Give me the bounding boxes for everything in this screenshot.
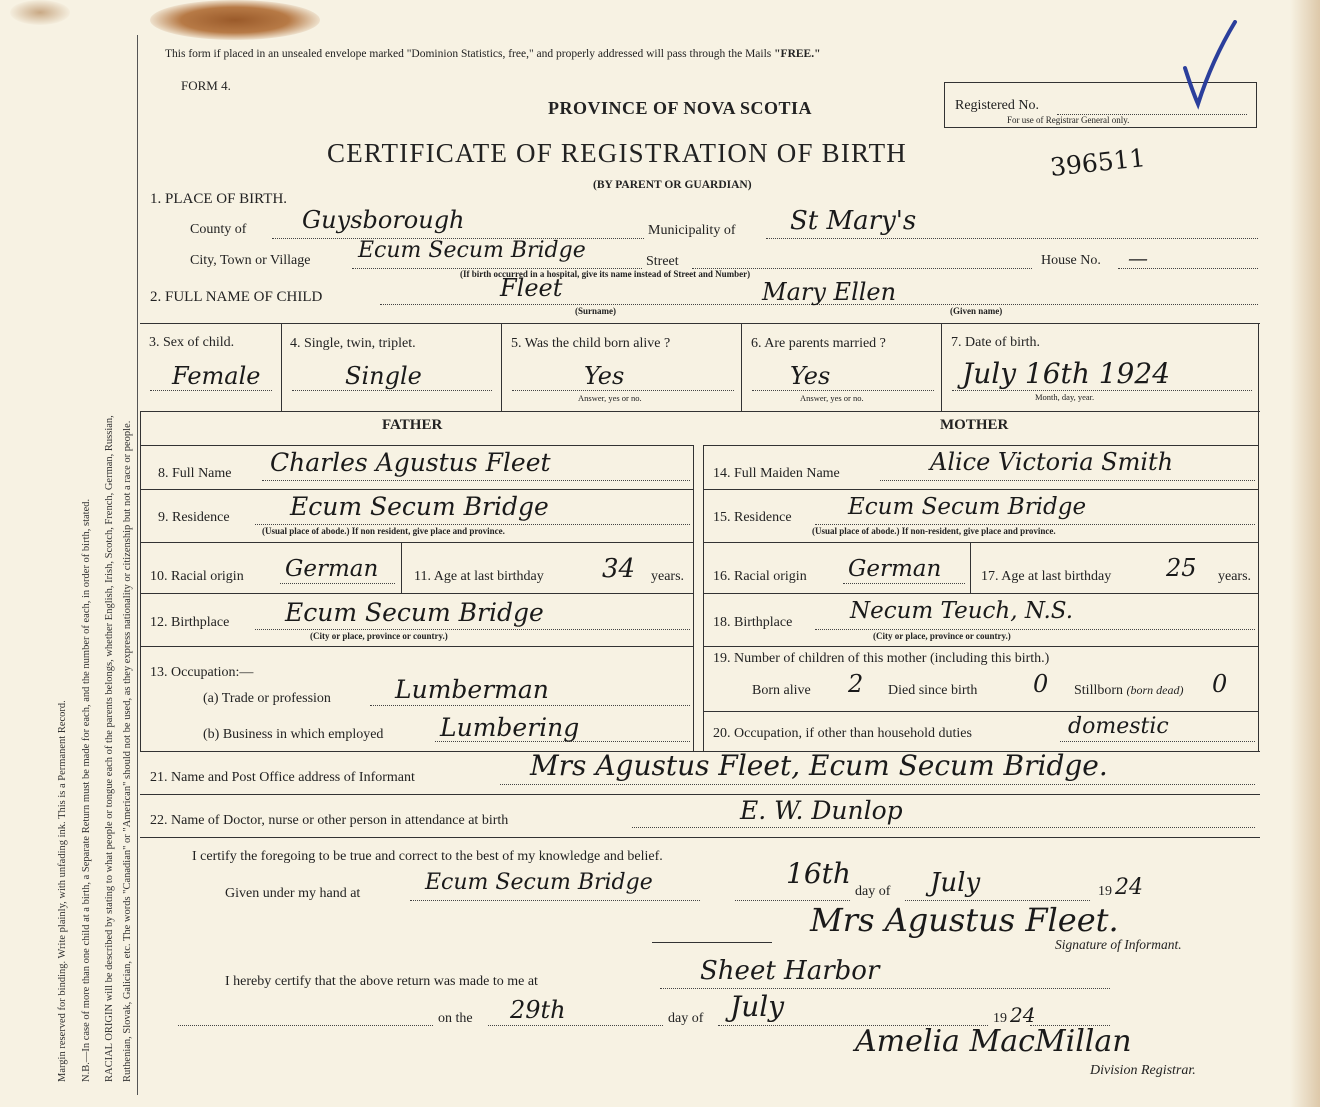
father-racial-line [280, 583, 395, 584]
born-alive-count: 2 [848, 670, 864, 698]
street-note: (If birth occurred in a hospital, give its name instead of Street and Number) [460, 269, 751, 279]
mother-heading: MOTHER [940, 417, 1009, 433]
father-birthplace-note: (City or place, province or country.) [310, 631, 448, 641]
given-place-value: Ecum Secum Bridge [425, 870, 653, 895]
mother-occupation-line [1060, 741, 1255, 742]
form-number: FORM 4. [181, 78, 231, 93]
informant-signature-label: Signature of Informant. [1055, 937, 1182, 952]
registrar-day-label: day of [668, 1011, 704, 1026]
municipality-label: Municipality of [648, 223, 736, 238]
rule [140, 646, 693, 647]
sex-line [150, 390, 272, 391]
rule [703, 711, 1258, 712]
registrar-place-value: Sheet Harbor [700, 956, 880, 986]
given-name-caption: (Given name) [950, 306, 1003, 316]
mother-birthplace-line [815, 629, 1255, 630]
registrar-day-value: 29th [510, 996, 566, 1024]
attendant-value: E. W. Dunlop [740, 796, 903, 825]
mother-racial-line [843, 583, 965, 584]
ink-stain [150, 0, 320, 40]
rule [703, 489, 1258, 490]
margin-note-racial-origin: RACIAL ORIGIN will be described by stating to what people or tongue each of the parents belongs, whether English, Irish, Scotch, French, German, Russian, [104, 415, 115, 1082]
city-value: Ecum Secum Bridge [358, 238, 586, 263]
rule [941, 323, 942, 411]
died-since-birth-count: 0 [1033, 670, 1049, 698]
multiple-birth-label: 4. Single, twin, triplet. [290, 336, 416, 351]
registrar-day-left-line [178, 1025, 433, 1026]
certificate-number: 396511 [1048, 143, 1147, 182]
sex-label: 3. Sex of child. [149, 335, 235, 350]
multiple-birth-value: Single [345, 362, 422, 390]
registrar-day-line [488, 1025, 663, 1026]
trade-line [370, 705, 690, 706]
rule [703, 646, 1258, 647]
mother-name-value: Alice Victoria Smith [930, 448, 1174, 476]
registered-label: Registered No. [955, 98, 1039, 113]
occupation-label: 13. Occupation:— [150, 665, 254, 680]
father-heading: FATHER [382, 417, 443, 433]
parents-married-question: 6. Are parents married ? [751, 336, 886, 351]
given-under-hand-label: Given under my hand at [225, 886, 361, 901]
father-racial-value: German [285, 556, 379, 582]
on-the-label: on the [438, 1011, 473, 1026]
house-label: House No. [1041, 253, 1101, 268]
given-day-value: 16th [786, 857, 851, 890]
born-alive-note: Answer, yes or no. [578, 393, 642, 403]
parents-married-answer: Yes [790, 362, 831, 390]
division-registrar-label: Division Registrar. [1090, 1063, 1196, 1078]
rule [401, 542, 402, 593]
sex-value: Female [172, 362, 261, 390]
registrar-signature: Amelia MacMillan [855, 1024, 1132, 1059]
given-place-line [410, 900, 700, 901]
rule [140, 411, 141, 751]
given-year-prefix: 19 [1098, 884, 1112, 899]
rule [501, 323, 502, 411]
mother-occupation-label: 20. Occupation, if other than household duties [713, 726, 972, 741]
given-day-label: day of [855, 884, 891, 899]
mother-racial-label: 16. Racial origin [713, 569, 807, 584]
father-birthplace-label: 12. Birthplace [150, 615, 230, 630]
mail-free-text: "FREE." [774, 48, 821, 60]
province-heading: PROVINCE OF NOVA SCOTIA [548, 98, 813, 118]
registrar-month-value: July [730, 990, 785, 1023]
county-value: Guysborough [302, 206, 465, 234]
certify-statement: I certify the foregoing to be true and correct to the best of my knowledge and belief. [192, 849, 663, 864]
rule [140, 542, 693, 543]
check-mark-icon [1180, 20, 1240, 110]
date-of-birth-label: 7. Date of birth. [951, 335, 1041, 350]
mother-residence-value: Ecum Secum Bridge [848, 494, 1087, 520]
mail-note-text: This form if placed in an unsealed envelope marked "Dominion Statistics, free," and properly addressed will pass through the Mails [165, 48, 772, 60]
rule [140, 794, 1260, 795]
mother-birthplace-label: 18. Birthplace [713, 615, 793, 630]
margin-note-racial-origin-cont: Ruthenian, Slovak, Galician, etc. The words "Canadian" or "American" should not be used, as they express nationality or citizenship but not a race or people. [122, 420, 133, 1082]
rule [652, 942, 772, 943]
county-label: County of [190, 222, 247, 237]
rule [1258, 411, 1259, 751]
father-age-years: years. [651, 569, 685, 584]
child-surname: Fleet [500, 274, 563, 302]
informant-label: 21. Name and Post Office address of Informant [150, 770, 415, 785]
stillborn-note: (born dead) [1126, 683, 1184, 697]
father-age-label: 11. Age at last birthday [414, 569, 544, 584]
father-age-value: 34 [602, 554, 636, 584]
business-label: (b) Business in which employed [203, 727, 384, 742]
parents-married-line [752, 390, 934, 391]
rule [140, 411, 1260, 412]
mother-birthplace-value: Necum Teuch, N.S. [850, 598, 1074, 624]
trade-value: Lumberman [395, 675, 549, 704]
father-racial-label: 10. Racial origin [150, 569, 244, 584]
street-label: Street [646, 254, 679, 269]
rule [741, 323, 742, 411]
surname-caption: (Surname) [575, 306, 616, 316]
born-alive-count-label: Born alive [752, 683, 811, 698]
father-name-label: 8. Full Name [158, 466, 232, 481]
mother-residence-line [815, 524, 1255, 525]
registrar-general-note: For use of Registrar General only. [1007, 115, 1130, 125]
rule [1258, 323, 1259, 411]
date-of-birth-value: July 16th 1924 [962, 357, 1171, 390]
city-label: City, Town or Village [190, 253, 311, 268]
business-value: Lumbering [440, 713, 580, 742]
mother-residence-note: (Usual place of abode.) If non-resident, give place and province. [812, 526, 1056, 536]
father-residence-label: 9. Residence [158, 510, 230, 525]
mother-name-line [880, 480, 1255, 481]
rule [140, 837, 1260, 838]
trade-label: (a) Trade or profession [203, 691, 331, 706]
born-alive-question: 5. Was the child born alive ? [511, 336, 671, 351]
date-of-birth-line [952, 390, 1252, 391]
stillborn-count: 0 [1212, 670, 1228, 698]
margin-rule [137, 35, 138, 1095]
rule [693, 445, 694, 751]
died-since-birth-label: Died since birth [888, 683, 978, 698]
mother-age-label: 17. Age at last birthday [981, 569, 1112, 584]
registrar-year-value: 24 [1010, 1003, 1036, 1027]
municipality-value: St Mary's [790, 206, 917, 236]
father-name-value: Charles Agustus Fleet [270, 448, 551, 477]
multiple-birth-line [292, 390, 492, 391]
parents-married-note: Answer, yes or no. [800, 393, 864, 403]
mother-residence-label: 15. Residence [713, 510, 792, 525]
registrar-statement: I hereby certify that the above return was made to me at [225, 974, 538, 989]
certificate-title: CERTIFICATE OF REGISTRATION OF BIRTH [327, 138, 907, 168]
attendant-label: 22. Name of Doctor, nurse or other person in attendance at birth [150, 813, 509, 828]
stillborn-label [1074, 684, 1184, 698]
mother-age-years: years. [1218, 569, 1252, 584]
attendant-line [632, 827, 1255, 828]
born-alive-answer: Yes [584, 362, 625, 390]
father-name-line [262, 480, 690, 481]
margin-note-multiple-births: N.B.—In case of more than one child at a birth, a Separate Return must be made for each, and the number of each, in order of birth, stated. [81, 498, 92, 1082]
born-alive-line [512, 390, 734, 391]
mother-birthplace-note: (City or place, province or country.) [873, 631, 1011, 641]
father-birthplace-value: Ecum Secum Bridge [285, 598, 544, 627]
informant-line [500, 784, 1255, 785]
child-given-name: Mary Ellen [762, 278, 897, 306]
certificate-subtitle: (BY PARENT OR GUARDIAN) [593, 179, 752, 191]
children-count-label: 19. Number of children of this mother (including this birth.) [713, 651, 1050, 666]
margin-note-binding: Margin reserved for binding. Write plainly, with unfading ink. This is a Permanent Record. [57, 700, 68, 1082]
father-residence-line [255, 524, 690, 525]
father-residence-value: Ecum Secum Bridge [290, 492, 549, 521]
mother-name-label: 14. Full Maiden Name [713, 466, 840, 481]
father-birthplace-line [255, 629, 690, 630]
child-name-label: 2. FULL NAME OF CHILD [150, 289, 323, 305]
rule [703, 542, 1258, 543]
edge-stain [1290, 0, 1320, 1107]
date-of-birth-note: Month, day, year. [1035, 392, 1095, 402]
rule [970, 542, 971, 593]
registrar-place-line [660, 988, 1110, 989]
stillborn-label-text: Stillborn [1074, 683, 1124, 698]
given-year-value: 24 [1115, 875, 1143, 900]
mother-occupation-value: domestic [1068, 714, 1169, 739]
rule [140, 323, 1260, 324]
rule [703, 445, 1258, 446]
father-residence-note: (Usual place of abode.) If non resident, give place and province. [262, 526, 505, 536]
municipality-line [766, 238, 1258, 239]
rule [703, 445, 704, 751]
informant-value: Mrs Agustus Fleet, Ecum Secum Bridge. [530, 749, 1108, 782]
rule [281, 323, 282, 411]
place-of-birth-label: 1. PLACE OF BIRTH. [150, 191, 288, 207]
mail-note [165, 49, 820, 61]
house-value: — [1128, 246, 1148, 270]
ink-stain [10, 0, 70, 25]
mother-racial-value: German [848, 556, 942, 582]
rule [140, 593, 693, 594]
given-month-value: July [930, 868, 981, 898]
registrar-year-prefix: 19 [993, 1011, 1007, 1026]
informant-signature: Mrs Agustus Fleet. [810, 901, 1119, 939]
mother-age-value: 25 [1166, 554, 1197, 582]
rule [140, 489, 693, 490]
rule [703, 593, 1258, 594]
rule [140, 445, 693, 446]
